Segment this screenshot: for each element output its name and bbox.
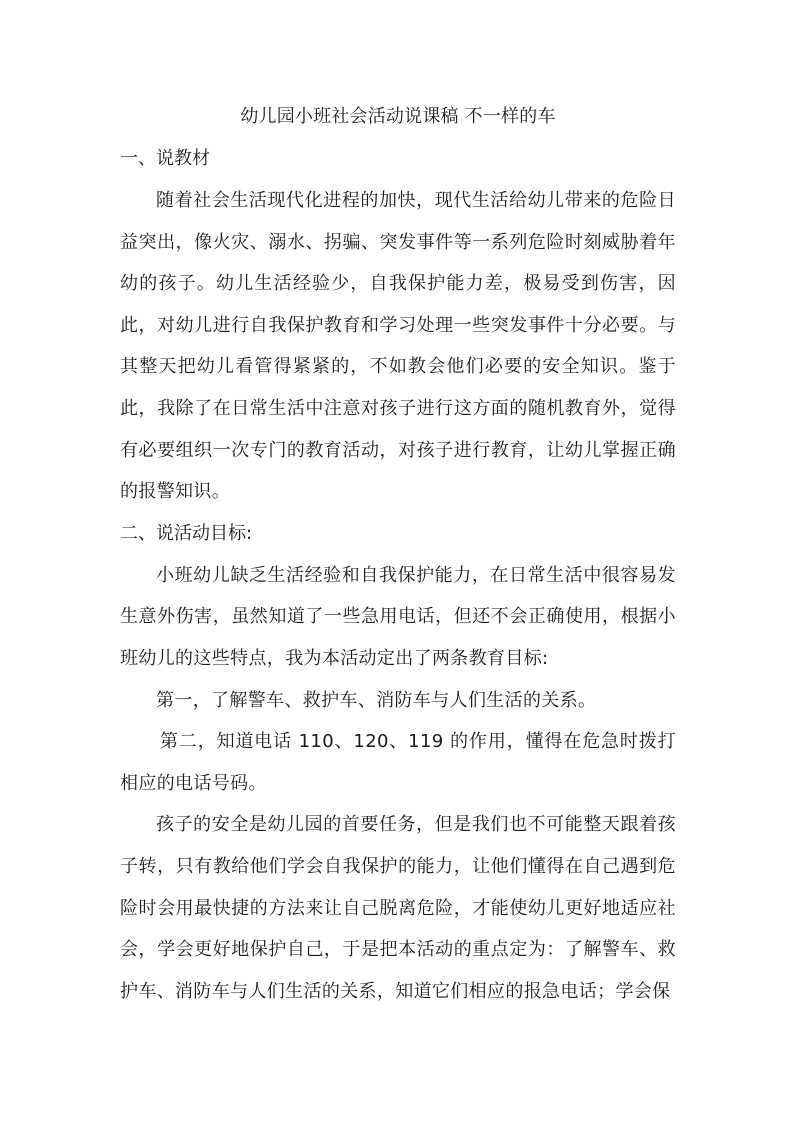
paragraph-goal-first: 第一，了解警车、救护车、消防车与人们生活的关系。 [156,689,597,711]
paragraph-teaching-material: 随着社会生活现代化进程的加快，现代生活给幼儿带来的危险日益突出，像火灾、溺水、拐骗、突发事件等一系列危险时刻威胁着年幼的孩子。幼儿生活经验少，自我保护能力差，极易受到伤害，因此，对幼儿进行自我保护教育和学习处理一些突发事件十分必要。与其整天把幼儿看管得紧紧的，不如教会他们必要的安全知识。鉴于此，我除了在日常生活中注意对孩子进行这方面的随机教育外，觉得有必要组织一次专门的教育活动，对孩子进行教育，让幼儿掌握正确的报警知识。 [120,190,676,503]
paragraph-key-points: 孩子的安全是幼儿园的首要任务，但是我们也不可能整天跟着孩子转，只有教给他们学会自我保护的能力，让他们懂得在自己遇到危险时会用最快捷的方法来让自己脱离危险，才能使幼儿更好地适应社会，学会更好地保护自己，于是把本活动的重点定为：了解警车、救护车、消防车与人们生活的关系，知道它们相应的报急电话；学会保 [120,814,676,1002]
paragraph-goal-second: 第二，知道电话 110、120、119 的作用，懂得在危急时拨打相应的电话号码。 [120,731,676,794]
document-title: 幼儿园小班社会活动说课稿 不一样的车 [240,106,556,127]
section-heading-activity-goals: 二、说活动目标: [120,522,253,544]
document-body [120,96,676,1012]
paragraph-goals-intro: 小班幼儿缺乏生活经验和自我保护能力，在日常生活中很容易发生意外伤害，虽然知道了一些急用电话，但还不会正确使用，根据小班幼儿的这些特点，我为本活动定出了两条教育目标: [120,564,676,669]
section-heading-teaching-material: 一、说教材 [120,148,210,169]
